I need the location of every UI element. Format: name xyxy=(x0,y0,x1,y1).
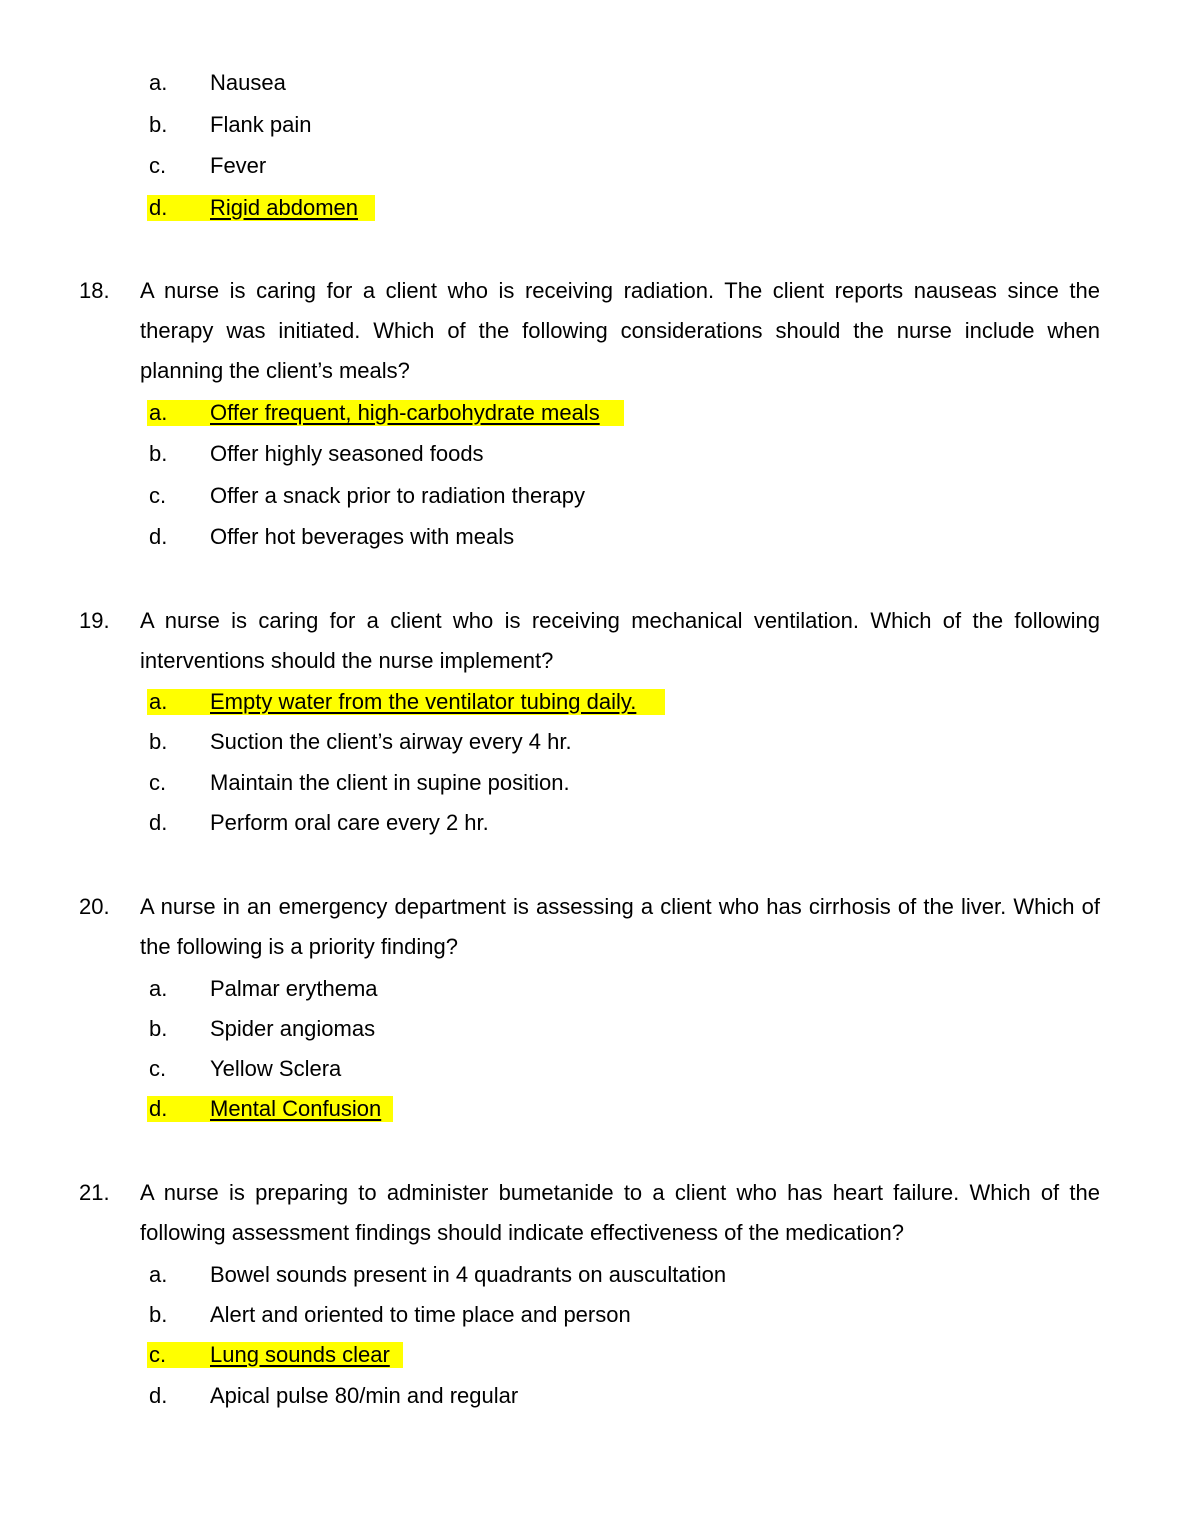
option-letter: c. xyxy=(149,153,167,178)
option-text: Spider angiomas xyxy=(210,1016,376,1041)
option-letter: c. xyxy=(149,1342,167,1367)
option-text: Bowel sounds present in 4 quadrants on auscultation xyxy=(210,1262,727,1287)
option-text: Empty water from the ventilator tubing daily. xyxy=(210,689,637,714)
option-letter: d. xyxy=(149,1096,168,1121)
option-text: Perform oral care every 2 hr. xyxy=(210,810,489,835)
option-letter: c. xyxy=(149,770,167,795)
option-letter: a. xyxy=(149,1262,168,1287)
option-text: Palmar erythema xyxy=(210,976,378,1001)
question-text: A nurse is preparing to administer bumetanide to a client who has heart failure. Which of the following assessment findings should indicate effectiveness of the medication? xyxy=(140,1180,1100,1245)
option-text: Alert and oriented to time place and person xyxy=(210,1302,631,1327)
option-letter: b. xyxy=(149,1302,168,1327)
question-number: 18. xyxy=(79,278,110,303)
question-number: 19. xyxy=(79,608,110,633)
option-text: Offer frequent, high-carbohydrate meals xyxy=(210,400,600,425)
option-letter: c. xyxy=(149,483,167,508)
option-letter: b. xyxy=(149,729,168,754)
option-letter: c. xyxy=(149,1056,167,1081)
option-text: Fever xyxy=(210,153,267,178)
question-number: 21. xyxy=(79,1180,110,1205)
option-letter: a. xyxy=(149,400,168,425)
option-letter: d. xyxy=(149,524,168,549)
option-text: Offer hot beverages with meals xyxy=(210,524,515,549)
question-text: A nurse in an emergency department is assessing a client who has cirrhosis of the liver. Which of the following is a priority finding? xyxy=(140,894,1100,959)
option-text: Lung sounds clear xyxy=(210,1342,390,1367)
option-letter: b. xyxy=(149,112,168,137)
option-text: Rigid abdomen xyxy=(210,195,358,220)
option-text: Apical pulse 80/min and regular xyxy=(210,1383,519,1408)
option-text: Nausea xyxy=(210,70,286,95)
option-text: Offer a snack prior to radiation therapy xyxy=(210,483,586,508)
option-letter: a. xyxy=(149,689,168,714)
option-letter: b. xyxy=(149,441,168,466)
option-text: Flank pain xyxy=(210,112,312,137)
option-letter: a. xyxy=(149,70,168,95)
option-letter: a. xyxy=(149,976,168,1001)
option-letter: d. xyxy=(149,1383,168,1408)
option-text: Yellow Sclera xyxy=(210,1056,342,1081)
option-text: Suction the client’s airway every 4 hr. xyxy=(210,729,572,754)
option-text: Mental Confusion xyxy=(210,1096,382,1121)
question-text: A nurse is caring for a client who is receiving mechanical ventilation. Which of the following interventions should the nurse implement? xyxy=(140,608,1100,673)
question-text: A nurse is caring for a client who is receiving radiation. The client reports nauseas since the therapy was initiated. Which of the following considerations should the nurse include when planning the client’s meals? xyxy=(140,278,1100,383)
question-number: 20. xyxy=(79,894,110,919)
option-text: Offer highly seasoned foods xyxy=(210,441,484,466)
option-letter: d. xyxy=(149,195,168,220)
option-text: Maintain the client in supine position. xyxy=(210,770,570,795)
option-letter: d. xyxy=(149,810,168,835)
option-letter: b. xyxy=(149,1016,168,1041)
